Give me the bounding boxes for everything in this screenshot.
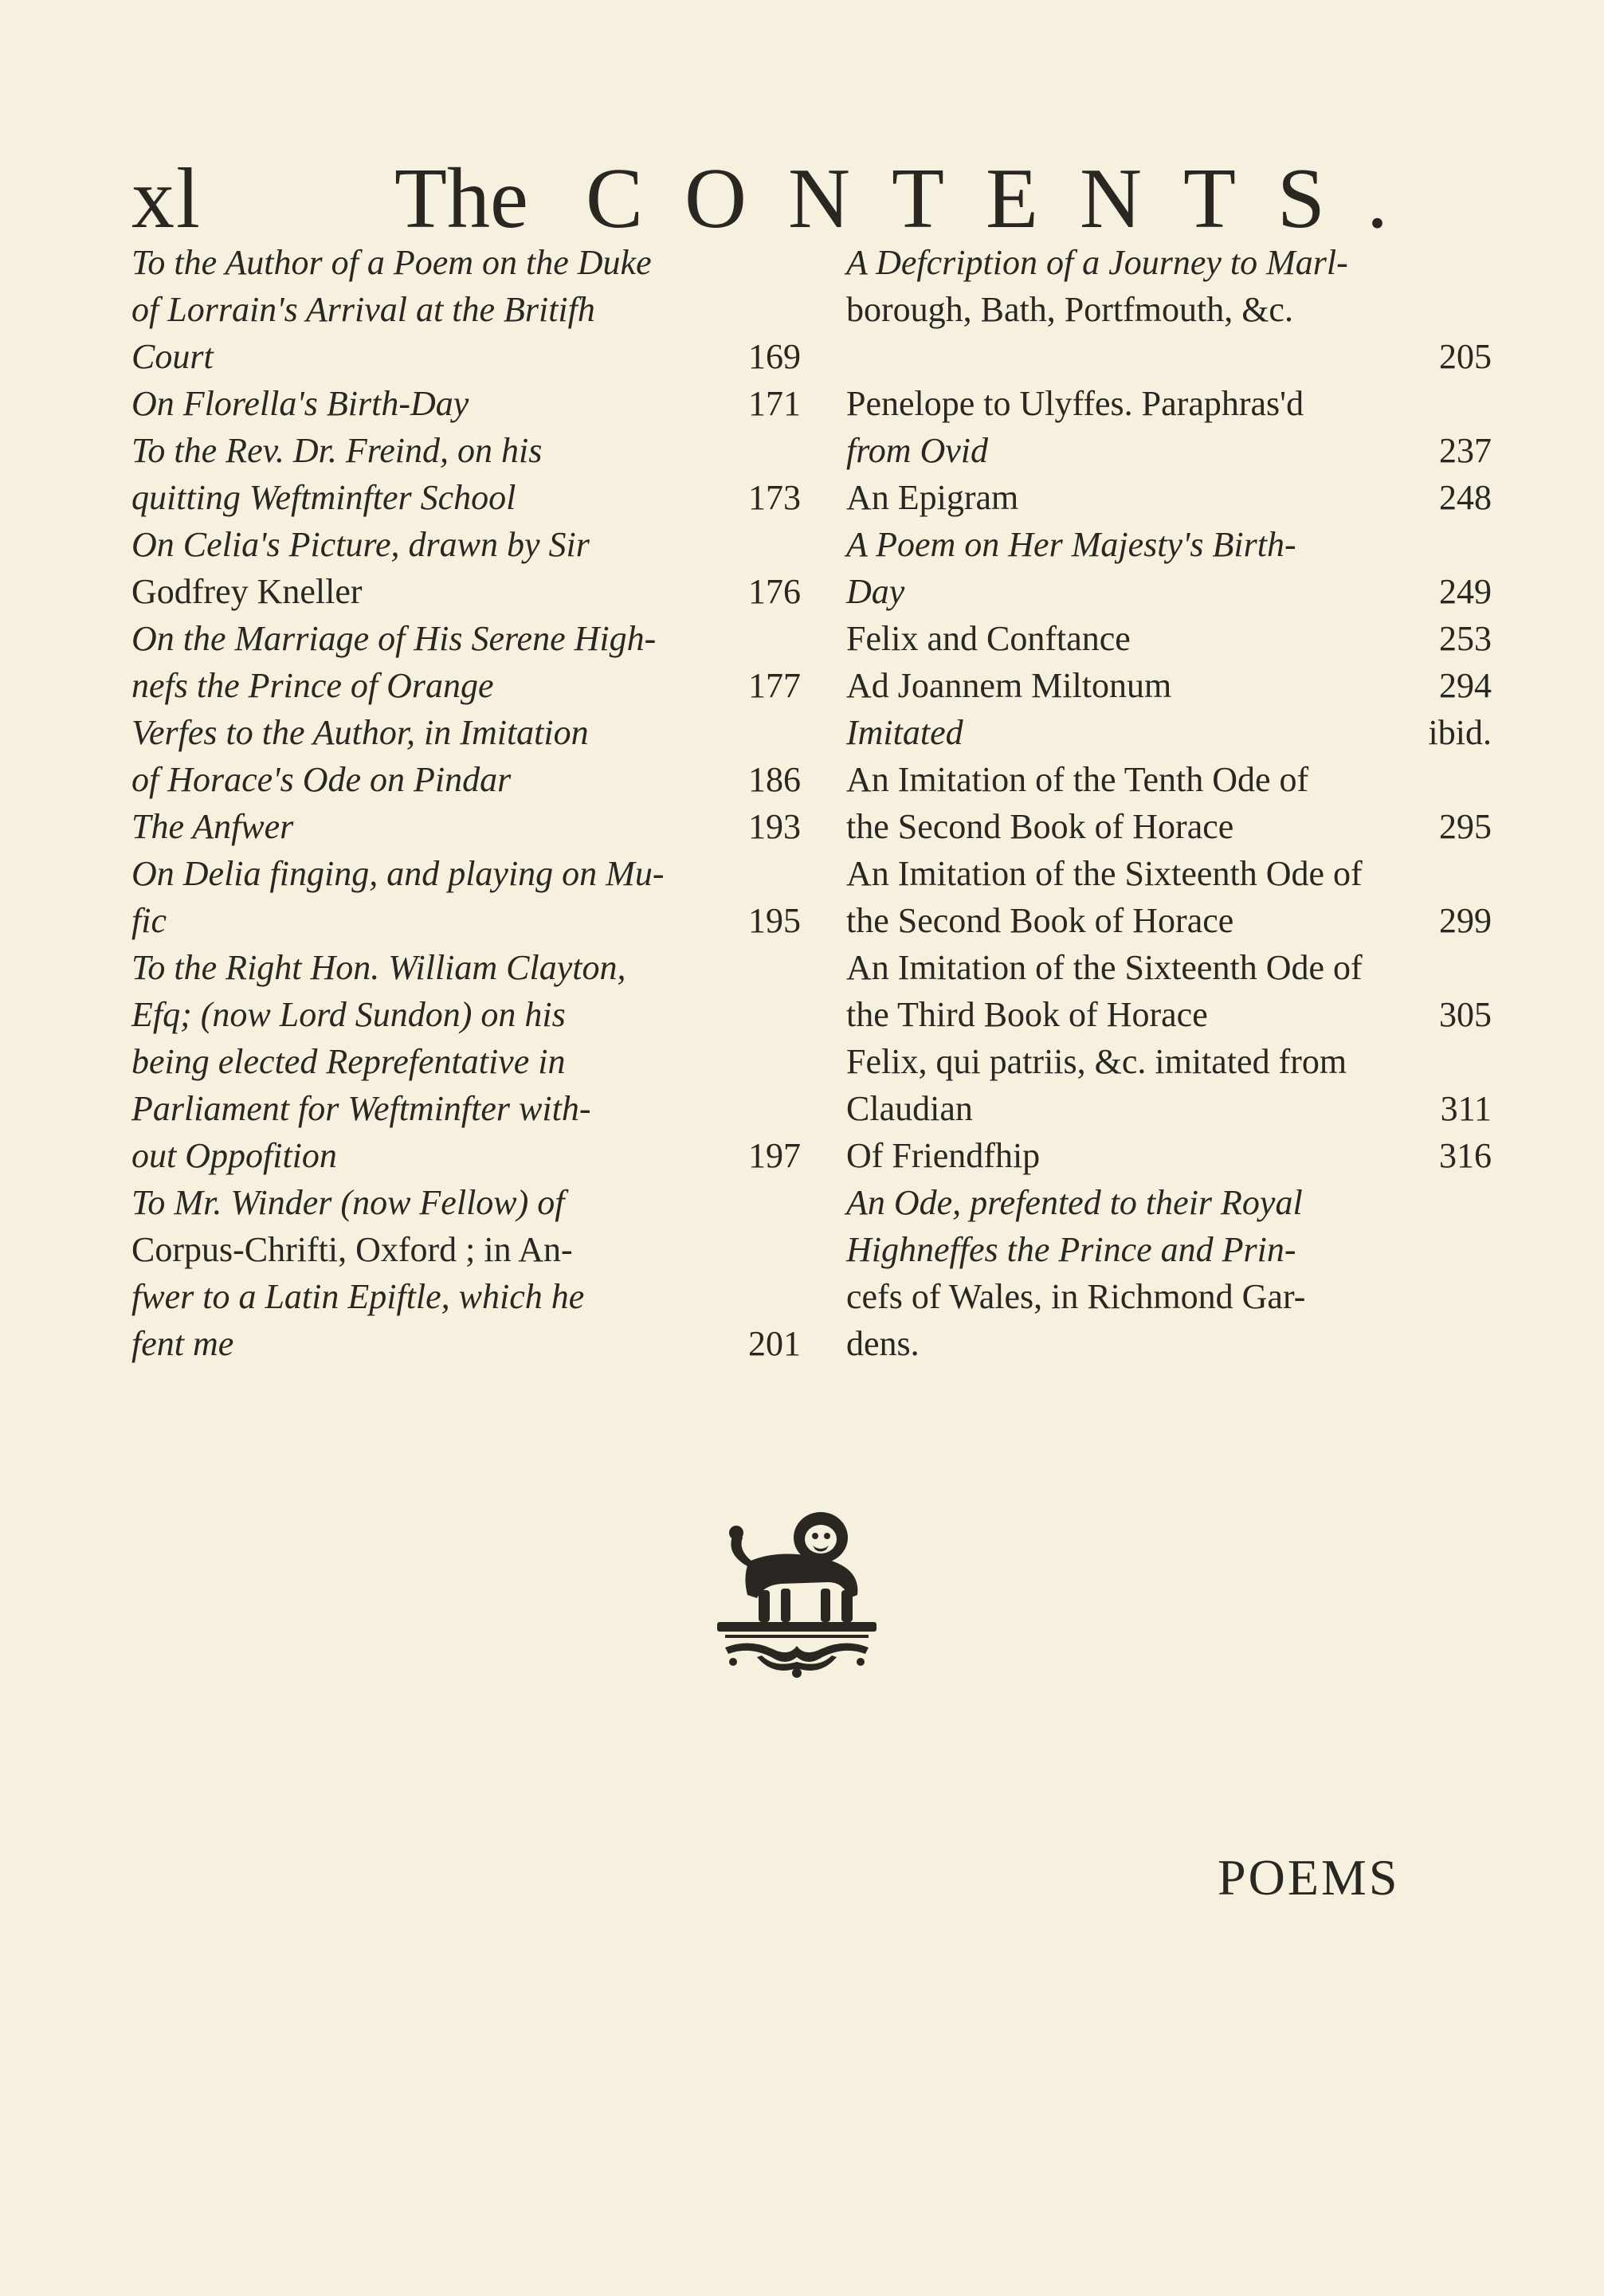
- toc-page-number: 249: [1439, 572, 1492, 611]
- toc-entry-orange: [131, 615, 801, 709]
- toc-entry-clayton: [131, 944, 801, 1179]
- toc-line: An Imitation of the Sixteenth Ode of: [846, 948, 1363, 987]
- page-number: xl: [131, 151, 202, 246]
- toc-line: On Celia's Picture, drawn by Sir: [131, 525, 590, 564]
- toc-entry-journey: [846, 239, 1492, 380]
- toc-line: Efq; (now Lord Sundon) on his: [131, 995, 566, 1034]
- contents-right-column: [846, 239, 1492, 1367]
- toc-line: the Second Book of Horace: [846, 901, 1234, 940]
- toc-page-number: 169: [748, 337, 801, 376]
- toc-entry-milton: [846, 662, 1492, 709]
- toc-line: from Ovid: [846, 431, 989, 470]
- toc-line: On Florella's Birth-Day: [131, 384, 469, 423]
- toc-line: Penelope to Ulyffes. Paraphras'd: [846, 384, 1304, 423]
- toc-line: Day: [846, 572, 905, 611]
- toc-line: Godfrey Kneller: [131, 572, 363, 611]
- toc-line: To Mr. Winder (now Fellow) of: [131, 1183, 565, 1222]
- toc-line: Corpus-Chrifti, Oxford ; in An-: [131, 1230, 573, 1269]
- toc-entry-friendship: [846, 1132, 1492, 1179]
- toc-line: of Horace's Ode on Pindar: [131, 760, 512, 799]
- toc-line: the Second Book of Horace: [846, 807, 1234, 846]
- toc-line: Of Friendfhip: [846, 1136, 1041, 1175]
- toc-line: fwer to a Latin Epiftle, which he: [131, 1277, 585, 1316]
- toc-line: Parliament for Weftminfter with-: [131, 1089, 591, 1128]
- toc-line: To the Rev. Dr. Freind, on his: [131, 431, 543, 470]
- toc-page-number: 295: [1439, 807, 1492, 846]
- toc-entry-epigram: [846, 474, 1492, 521]
- toc-entry-claudian: [846, 1038, 1492, 1132]
- toc-entry-sixteenth-ode-third: [846, 944, 1492, 1038]
- toc-entry-tenth-ode: [846, 756, 1492, 850]
- toc-entry-felix-constance: [846, 615, 1492, 662]
- toc-entry-lorrain: [131, 239, 801, 380]
- toc-entry-winder: [131, 1179, 801, 1367]
- toc-page-number: 177: [748, 666, 801, 705]
- toc-entry-freind: [131, 427, 801, 521]
- toc-line: On Delia finging, and playing on Mu-: [131, 854, 665, 893]
- toc-line: being elected Reprefentative in: [131, 1042, 566, 1081]
- toc-page-number: 195: [748, 901, 801, 940]
- toc-entry-sixteenth-ode-second: [846, 850, 1492, 944]
- toc-line: out Oppofition: [131, 1136, 337, 1175]
- catchword: POEMS: [1218, 1849, 1400, 1906]
- toc-line: A Defcription of a Journey to Marl-: [846, 243, 1348, 282]
- toc-entry-majesty: [846, 521, 1492, 615]
- toc-line: nefs the Prince of Orange: [131, 666, 494, 705]
- toc-entry-imitated: [846, 709, 1492, 756]
- toc-line: of Lorrain's Arrival at the Britifh: [131, 290, 595, 329]
- toc-line: An Imitation of the Sixteenth Ode of: [846, 854, 1363, 893]
- toc-page-number: 294: [1439, 666, 1492, 705]
- toc-line: The Anfwer: [131, 807, 294, 846]
- toc-line: Verfes to the Author, in Imitation: [131, 713, 589, 752]
- header-title-the: The: [394, 151, 528, 246]
- toc-line: Felix, qui patriis, &c. imitated from: [846, 1042, 1347, 1081]
- lion-ornament-icon: [701, 1506, 892, 1681]
- toc-entry-answer: [131, 803, 801, 850]
- toc-line: To the Right Hon. William Clayton,: [131, 948, 626, 987]
- contents-left-column: [131, 239, 801, 1367]
- toc-page-number: 305: [1439, 995, 1492, 1034]
- toc-entry-florella: [131, 380, 801, 427]
- toc-page-number: ibid.: [1428, 713, 1492, 752]
- toc-page-number: 171: [748, 384, 801, 423]
- toc-page-number: 201: [748, 1324, 801, 1363]
- toc-line: Highneffes the Prince and Prin-: [846, 1230, 1296, 1269]
- toc-page-number: 197: [748, 1136, 801, 1175]
- toc-line: An Imitation of the Tenth Ode of: [846, 760, 1309, 799]
- toc-page-number: 311: [1440, 1089, 1492, 1128]
- toc-page-number: 176: [748, 572, 801, 611]
- toc-page-number: 193: [748, 807, 801, 846]
- toc-page-number: 205: [1439, 337, 1492, 376]
- toc-line: Ad Joannem Miltonum: [846, 666, 1172, 705]
- toc-line: fent me: [131, 1324, 234, 1363]
- toc-entry-delia: On Delia finging, and playing on Mu- fic 195: [131, 850, 801, 944]
- toc-line: quitting Weftminfter School: [131, 478, 516, 517]
- toc-line: dens.: [846, 1324, 920, 1363]
- toc-line: To the Author of a Poem on the Duke: [131, 243, 652, 282]
- toc-page-number: 186: [748, 760, 801, 799]
- toc-line: Imitated: [846, 713, 963, 752]
- page-header: [131, 143, 1486, 255]
- toc-line: A Poem on Her Majesty's Birth-: [846, 525, 1296, 564]
- toc-page-number: 299: [1439, 901, 1492, 940]
- toc-line: An Ode, prefented to their Royal: [846, 1183, 1303, 1222]
- header-title-contents: CONTENTS.: [586, 151, 1429, 246]
- toc-page-number: 173: [748, 478, 801, 517]
- toc-line: On the Marriage of His Serene High-: [131, 619, 657, 658]
- toc-line: Court: [131, 337, 214, 376]
- toc-line: the Third Book of Horace: [846, 995, 1208, 1034]
- toc-entry-penelope: [846, 380, 1492, 474]
- toc-line: borough, Bath, Portfmouth, &c.: [846, 290, 1293, 329]
- toc-line: An Epigram: [846, 478, 1019, 517]
- toc-entry-verses-pindar: [131, 709, 801, 803]
- toc-line: Claudian: [846, 1089, 973, 1128]
- toc-page-number: 248: [1439, 478, 1492, 517]
- toc-page-number: 316: [1439, 1136, 1492, 1175]
- toc-page-number: 237: [1439, 431, 1492, 470]
- toc-entry-celia: [131, 521, 801, 615]
- toc-line: cefs of Wales, in Richmond Gar-: [846, 1277, 1306, 1316]
- toc-page-number: 253: [1439, 619, 1492, 658]
- toc-entry-royal-ode: [846, 1179, 1492, 1367]
- toc-line: Felix and Conftance: [846, 619, 1131, 658]
